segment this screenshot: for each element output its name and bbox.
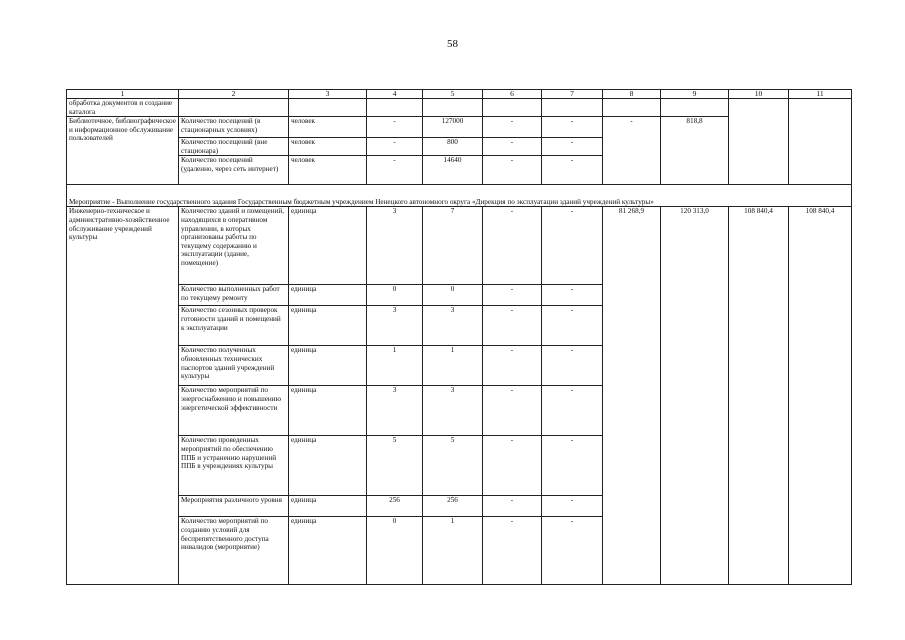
column-number: 6 (483, 90, 542, 99)
activity-row (67, 185, 852, 207)
column-number: 3 (289, 90, 367, 99)
value-cell: 81 268,9 (603, 207, 661, 585)
indicator-cell: Количество посещений (вне стационара) (179, 138, 289, 156)
value-cell: 1 (367, 346, 423, 386)
column-number: 5 (423, 90, 483, 99)
column-number-row (67, 90, 852, 99)
unit-cell: единица (289, 496, 367, 517)
value-cell: - (483, 285, 542, 306)
column-number: 11 (789, 90, 852, 99)
value-cell: 0 (367, 285, 423, 306)
activity-title: Мероприятие - Выполнение государственного задания Государственным бюджетным учреждением Ненецкого автономного округа «Дирекция по эксплуатации зданий учреждений культуры» (67, 185, 852, 207)
indicator-cell: Количество полученных обновленных технических паспортов зданий учреждений культуры (179, 346, 289, 386)
value-cell: 120 313,0 (661, 207, 729, 585)
indicator-cell: Количество проведенных мероприятий по обеспечению ППБ и устранению нарушений ППБ в учреждениях культуры (179, 436, 289, 496)
value-cell: - (542, 207, 603, 285)
value-cell: - (483, 386, 542, 436)
value-cell: - (542, 285, 603, 306)
unit-cell: единица (289, 386, 367, 436)
value-cell: 3 (367, 386, 423, 436)
unit-cell: единица (289, 306, 367, 346)
value-cell: - (542, 517, 603, 585)
value-cell: 108 840,4 (729, 207, 789, 585)
service-name-cell: Инженерно-техническое и административно-хозяйственное обслуживание учреждений культуры (67, 207, 179, 585)
value-cell: - (483, 207, 542, 285)
page-number: 58 (447, 38, 458, 50)
value-cell: 5 (367, 436, 423, 496)
value-cell: - (367, 156, 423, 185)
value-cell: - (483, 306, 542, 346)
value-cell: - (542, 346, 603, 386)
value-cell: - (542, 156, 603, 185)
value-cell: 0 (423, 285, 483, 306)
value-cell: 5 (423, 436, 483, 496)
unit-cell: единица (289, 517, 367, 585)
value-cell: 1 (423, 517, 483, 585)
value-cell: - (483, 117, 542, 138)
value-cell: - (542, 386, 603, 436)
table-row (67, 99, 852, 117)
indicator-cell: Количество выполненных работ по текущему ремонту (179, 285, 289, 306)
value-cell: - (542, 117, 603, 138)
column-number: 4 (367, 90, 423, 99)
unit-cell: человек (289, 117, 367, 138)
value-cell: 256 (423, 496, 483, 517)
indicator-cell: Количество посещений (удаленно, через сеть интернет) (179, 156, 289, 185)
unit-cell: единица (289, 207, 367, 285)
value-cell: 0 (367, 517, 423, 585)
indicator-cell: Количество посещений (в стационарных условиях) (179, 117, 289, 138)
unit-cell: человек (289, 138, 367, 156)
value-cell: 3 (423, 306, 483, 346)
value-cell: 14640 (423, 156, 483, 185)
column-number: 8 (603, 90, 661, 99)
column-number: 2 (179, 90, 289, 99)
value-cell: 108 840,4 (789, 207, 852, 585)
column-number: 7 (542, 90, 603, 99)
value-cell: 800 (423, 138, 483, 156)
value-cell: 818,8 (661, 117, 729, 185)
value-cell: 3 (367, 306, 423, 346)
value-cell: - (483, 496, 542, 517)
table-row (67, 207, 852, 285)
value-cell: - (542, 306, 603, 346)
column-number: 9 (661, 90, 729, 99)
value-cell: - (483, 436, 542, 496)
service-name-cell: Библиотечное, библиографическое и информационное обслуживание пользователей (67, 117, 179, 185)
indicator-cell: Количество зданий и помещений, находящихся в оперативном управлении, в которых организованы работы по текущему содержанию и эксплуатации (здание, помещение) (179, 207, 289, 285)
value-cell: - (483, 156, 542, 185)
value-cell: 3 (367, 207, 423, 285)
data-table (66, 89, 852, 585)
unit-cell: единица (289, 285, 367, 306)
value-cell: 256 (367, 496, 423, 517)
unit-cell: единица (289, 436, 367, 496)
indicator-cell: Количество мероприятий по энергоснабжению и повышению энергетической эффективности (179, 386, 289, 436)
value-cell: 7 (423, 207, 483, 285)
value-cell: - (542, 436, 603, 496)
value-cell: - (542, 496, 603, 517)
unit-cell: единица (289, 346, 367, 386)
value-cell: 3 (423, 386, 483, 436)
indicator-cell: Количество мероприятий по созданию условий для беспрепятственного доступа инвалидов (мероприятие) (179, 517, 289, 585)
value-cell: - (483, 517, 542, 585)
value-cell: 127000 (423, 117, 483, 138)
value-cell: - (367, 117, 423, 138)
value-cell: - (367, 138, 423, 156)
service-name-cell: обработка документов и создание каталога (67, 99, 179, 117)
value-cell: 1 (423, 346, 483, 386)
column-number: 10 (729, 90, 789, 99)
value-cell: - (542, 138, 603, 156)
value-cell: - (483, 138, 542, 156)
unit-cell: человек (289, 156, 367, 185)
value-cell: - (603, 117, 661, 185)
indicator-cell: Мероприятия различного уровня (179, 496, 289, 517)
indicator-cell: Количество сезонных проверок готовности зданий и помещений к эксплуатации (179, 306, 289, 346)
value-cell: - (483, 346, 542, 386)
column-number: 1 (67, 90, 179, 99)
